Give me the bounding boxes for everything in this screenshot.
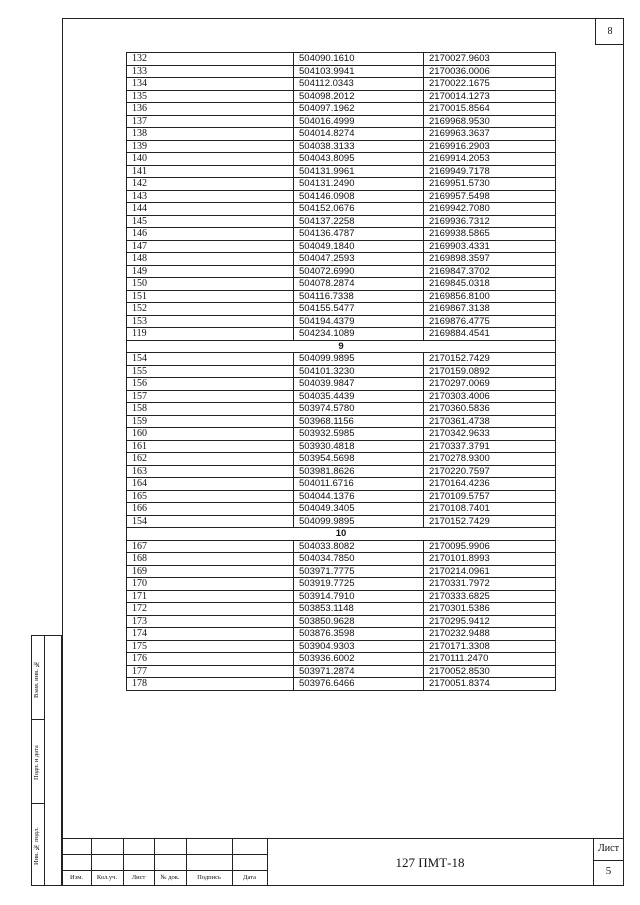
table-row	[127, 453, 556, 466]
table-row	[127, 665, 556, 678]
y-coordinate: 2170109.5757	[424, 490, 556, 503]
point-number: 152	[127, 303, 294, 316]
x-coordinate: 503850.9628	[294, 615, 424, 628]
y-coordinate: 2169957.5498	[424, 190, 556, 203]
y-coordinate: 2170036.0006	[424, 65, 556, 78]
point-number: 163	[127, 465, 294, 478]
side-label-replacement-inv: Взам. инв. №	[33, 660, 40, 698]
table-row	[127, 503, 556, 516]
y-coordinate: 2170337.3791	[424, 440, 556, 453]
table-row	[127, 640, 556, 653]
table-row	[127, 103, 556, 116]
table-row	[127, 440, 556, 453]
x-coordinate: 503936.6002	[294, 653, 424, 666]
x-coordinate: 504011.6716	[294, 478, 424, 491]
table-row	[127, 128, 556, 141]
point-number: 154	[127, 515, 294, 528]
point-number: 133	[127, 65, 294, 78]
table-row	[127, 115, 556, 128]
x-coordinate: 504047.2593	[294, 253, 424, 266]
point-number: 176	[127, 653, 294, 666]
table-row	[127, 65, 556, 78]
point-number: 146	[127, 228, 294, 241]
y-coordinate: 2170027.9603	[424, 53, 556, 66]
point-number: 169	[127, 565, 294, 578]
y-coordinate: 2169951.5730	[424, 178, 556, 191]
point-number: 134	[127, 78, 294, 91]
y-coordinate: 2169847.3702	[424, 265, 556, 278]
point-number: 175	[127, 640, 294, 653]
y-coordinate: 2170361.4738	[424, 415, 556, 428]
point-number: 142	[127, 178, 294, 191]
x-coordinate: 504098.2012	[294, 90, 424, 103]
table-row	[127, 415, 556, 428]
x-coordinate: 503914.7910	[294, 590, 424, 603]
x-coordinate: 504072.6990	[294, 265, 424, 278]
table-row	[127, 678, 556, 691]
table-row	[127, 140, 556, 153]
point-number: 143	[127, 190, 294, 203]
y-coordinate: 2170108.7401	[424, 503, 556, 516]
point-number: 160	[127, 428, 294, 441]
tb-col-date: Дата	[243, 874, 256, 881]
table-row	[127, 403, 556, 416]
point-number: 145	[127, 215, 294, 228]
x-coordinate: 504116.7338	[294, 290, 424, 303]
table-row	[127, 190, 556, 203]
x-coordinate: 504033.8082	[294, 540, 424, 553]
table-row	[127, 215, 556, 228]
x-coordinate: 504101.3230	[294, 365, 424, 378]
x-coordinate: 503981.8626	[294, 465, 424, 478]
x-coordinate: 504035.4439	[294, 390, 424, 403]
y-coordinate: 2169903.4331	[424, 240, 556, 253]
y-coordinate: 2170171.3308	[424, 640, 556, 653]
table-row	[127, 615, 556, 628]
point-number: 161	[127, 440, 294, 453]
table-row	[127, 53, 556, 66]
point-number: 149	[127, 265, 294, 278]
side-stamp-strip	[31, 635, 62, 886]
y-coordinate: 2169942.7080	[424, 203, 556, 216]
x-coordinate: 504034.7850	[294, 553, 424, 566]
y-coordinate: 2169856.8100	[424, 290, 556, 303]
point-number: 177	[127, 665, 294, 678]
x-coordinate: 504103.9941	[294, 65, 424, 78]
table-row	[127, 578, 556, 591]
y-coordinate: 2169884.4541	[424, 328, 556, 341]
table-row	[127, 290, 556, 303]
y-coordinate: 2170301.5386	[424, 603, 556, 616]
x-coordinate: 504049.3405	[294, 503, 424, 516]
x-coordinate: 503853.1148	[294, 603, 424, 616]
y-coordinate: 2169936.7312	[424, 215, 556, 228]
point-number: 136	[127, 103, 294, 116]
x-coordinate: 504078.2874	[294, 278, 424, 291]
point-number: 147	[127, 240, 294, 253]
side-label-original-inv: Инв. № подл.	[33, 827, 40, 865]
table-row	[127, 328, 556, 341]
y-coordinate: 2170051.8374	[424, 678, 556, 691]
table-row	[127, 153, 556, 166]
table-row	[127, 565, 556, 578]
table-row	[127, 278, 556, 291]
table-row	[127, 428, 556, 441]
tb-col-sheet: Лист	[131, 874, 146, 881]
x-coordinate: 503904.9303	[294, 640, 424, 653]
y-coordinate: 2170164.4236	[424, 478, 556, 491]
table-row	[127, 540, 556, 553]
table-row	[127, 315, 556, 328]
point-number: 137	[127, 115, 294, 128]
table-row	[127, 378, 556, 391]
point-number: 159	[127, 415, 294, 428]
x-coordinate: 504194.4379	[294, 315, 424, 328]
point-number: 174	[127, 628, 294, 641]
y-coordinate: 2170152.7429	[424, 353, 556, 366]
tb-col-change: Изм.	[70, 874, 83, 881]
y-coordinate: 2170015.8564	[424, 103, 556, 116]
y-coordinate: 2170014.1273	[424, 90, 556, 103]
y-coordinate: 2169876.4775	[424, 315, 556, 328]
table-row	[127, 465, 556, 478]
y-coordinate: 2170297.0069	[424, 378, 556, 391]
y-coordinate: 2169914.2053	[424, 153, 556, 166]
x-coordinate: 504016.4999	[294, 115, 424, 128]
point-number: 171	[127, 590, 294, 603]
x-coordinate: 504049.1840	[294, 240, 424, 253]
point-number: 156	[127, 378, 294, 391]
table-row	[127, 603, 556, 616]
point-number: 138	[127, 128, 294, 141]
table-row	[127, 590, 556, 603]
x-coordinate: 503976.6466	[294, 678, 424, 691]
x-coordinate: 504137.2258	[294, 215, 424, 228]
table-row	[127, 478, 556, 491]
point-number: 150	[127, 278, 294, 291]
table-row	[127, 390, 556, 403]
y-coordinate: 2170152.7429	[424, 515, 556, 528]
y-coordinate: 2170052.8530	[424, 665, 556, 678]
y-coordinate: 2169963.3637	[424, 128, 556, 141]
y-coordinate: 2170342.9633	[424, 428, 556, 441]
y-coordinate: 2170111.2470	[424, 653, 556, 666]
table-row	[127, 178, 556, 191]
table-row	[127, 228, 556, 241]
table-row	[127, 78, 556, 91]
point-number: 132	[127, 53, 294, 66]
point-number: 178	[127, 678, 294, 691]
table-row	[127, 303, 556, 316]
point-number: 172	[127, 603, 294, 616]
y-coordinate: 2170159.0892	[424, 365, 556, 378]
point-number: 165	[127, 490, 294, 503]
x-coordinate: 504014.8274	[294, 128, 424, 141]
table-row	[127, 553, 556, 566]
x-coordinate: 503930.4818	[294, 440, 424, 453]
title-block	[62, 838, 624, 886]
x-coordinate: 503968.1156	[294, 415, 424, 428]
group-number: 9	[127, 340, 556, 353]
sheet-label: Лист	[598, 843, 619, 854]
tb-col-doc-no: № док.	[160, 874, 180, 881]
y-coordinate: 2170220.7597	[424, 465, 556, 478]
x-coordinate: 504112.0343	[294, 78, 424, 91]
x-coordinate: 504038.3133	[294, 140, 424, 153]
x-coordinate: 504131.2490	[294, 178, 424, 191]
group-number: 10	[127, 528, 556, 541]
x-coordinate: 503971.7775	[294, 565, 424, 578]
x-coordinate: 504044.1376	[294, 490, 424, 503]
x-coordinate: 503971.2874	[294, 665, 424, 678]
table-row	[127, 90, 556, 103]
x-coordinate: 504043.8095	[294, 153, 424, 166]
group-header-row	[127, 340, 556, 353]
point-number: 153	[127, 315, 294, 328]
table-row	[127, 490, 556, 503]
table-row	[127, 515, 556, 528]
y-coordinate: 2170214.0961	[424, 565, 556, 578]
table-row	[127, 628, 556, 641]
x-coordinate: 504039.9847	[294, 378, 424, 391]
y-coordinate: 2169845.0318	[424, 278, 556, 291]
table-row	[127, 240, 556, 253]
point-number: 140	[127, 153, 294, 166]
point-number: 167	[127, 540, 294, 553]
y-coordinate: 2170295.9412	[424, 615, 556, 628]
tb-col-signature: Подпись	[197, 874, 221, 881]
x-coordinate: 504099.9895	[294, 353, 424, 366]
y-coordinate: 2169898.3597	[424, 253, 556, 266]
point-number: 139	[127, 140, 294, 153]
y-coordinate: 2169968.9530	[424, 115, 556, 128]
y-coordinate: 2170360.5836	[424, 403, 556, 416]
y-coordinate: 2169949.7178	[424, 165, 556, 178]
y-coordinate: 2170101.8993	[424, 553, 556, 566]
x-coordinate: 504136.4787	[294, 228, 424, 241]
point-number: 158	[127, 403, 294, 416]
table-row	[127, 265, 556, 278]
point-number: 162	[127, 453, 294, 466]
y-coordinate: 2169938.5865	[424, 228, 556, 241]
x-coordinate: 503954.5698	[294, 453, 424, 466]
group-header-row	[127, 528, 556, 541]
y-coordinate: 2170333.6825	[424, 590, 556, 603]
table-row	[127, 353, 556, 366]
y-coordinate: 2169916.2903	[424, 140, 556, 153]
point-number: 141	[127, 165, 294, 178]
y-coordinate: 2170331.7972	[424, 578, 556, 591]
point-number: 170	[127, 578, 294, 591]
x-coordinate: 503932.5985	[294, 428, 424, 441]
point-number: 157	[127, 390, 294, 403]
table-row	[127, 253, 556, 266]
point-number: 144	[127, 203, 294, 216]
x-coordinate: 504146.0908	[294, 190, 424, 203]
x-coordinate: 504155.5477	[294, 303, 424, 316]
y-coordinate: 2170232.9488	[424, 628, 556, 641]
x-coordinate: 504131.9961	[294, 165, 424, 178]
point-number: 173	[127, 615, 294, 628]
x-coordinate: 503876.3598	[294, 628, 424, 641]
y-coordinate: 2169867.3138	[424, 303, 556, 316]
point-number: 151	[127, 290, 294, 303]
y-coordinate: 2170278.9300	[424, 453, 556, 466]
coordinates-table	[126, 52, 556, 691]
sheet-number: 5	[605, 865, 612, 877]
y-coordinate: 2170022.1675	[424, 78, 556, 91]
x-coordinate: 503974.5780	[294, 403, 424, 416]
point-number: 166	[127, 503, 294, 516]
x-coordinate: 504097.1962	[294, 103, 424, 116]
point-number: 154	[127, 353, 294, 366]
tb-col-count: Кол.уч.	[96, 874, 118, 881]
document-code: 127 ПМТ-18	[395, 854, 465, 870]
point-number: 164	[127, 478, 294, 491]
x-coordinate: 503919.7725	[294, 578, 424, 591]
side-label-signature-date: Подп. и дата	[33, 745, 40, 781]
table-row	[127, 165, 556, 178]
table-row	[127, 365, 556, 378]
y-coordinate: 2170303.4006	[424, 390, 556, 403]
point-number: 135	[127, 90, 294, 103]
point-number: 168	[127, 553, 294, 566]
point-number: 148	[127, 253, 294, 266]
x-coordinate: 504099.9895	[294, 515, 424, 528]
table-row	[127, 653, 556, 666]
table-row	[127, 203, 556, 216]
corner-page-number: 8	[595, 18, 624, 45]
x-coordinate: 504090.1610	[294, 53, 424, 66]
point-number: 155	[127, 365, 294, 378]
x-coordinate: 504152.0676	[294, 203, 424, 216]
y-coordinate: 2170095.9906	[424, 540, 556, 553]
x-coordinate: 504234.1089	[294, 328, 424, 341]
point-number: 119	[127, 328, 294, 341]
